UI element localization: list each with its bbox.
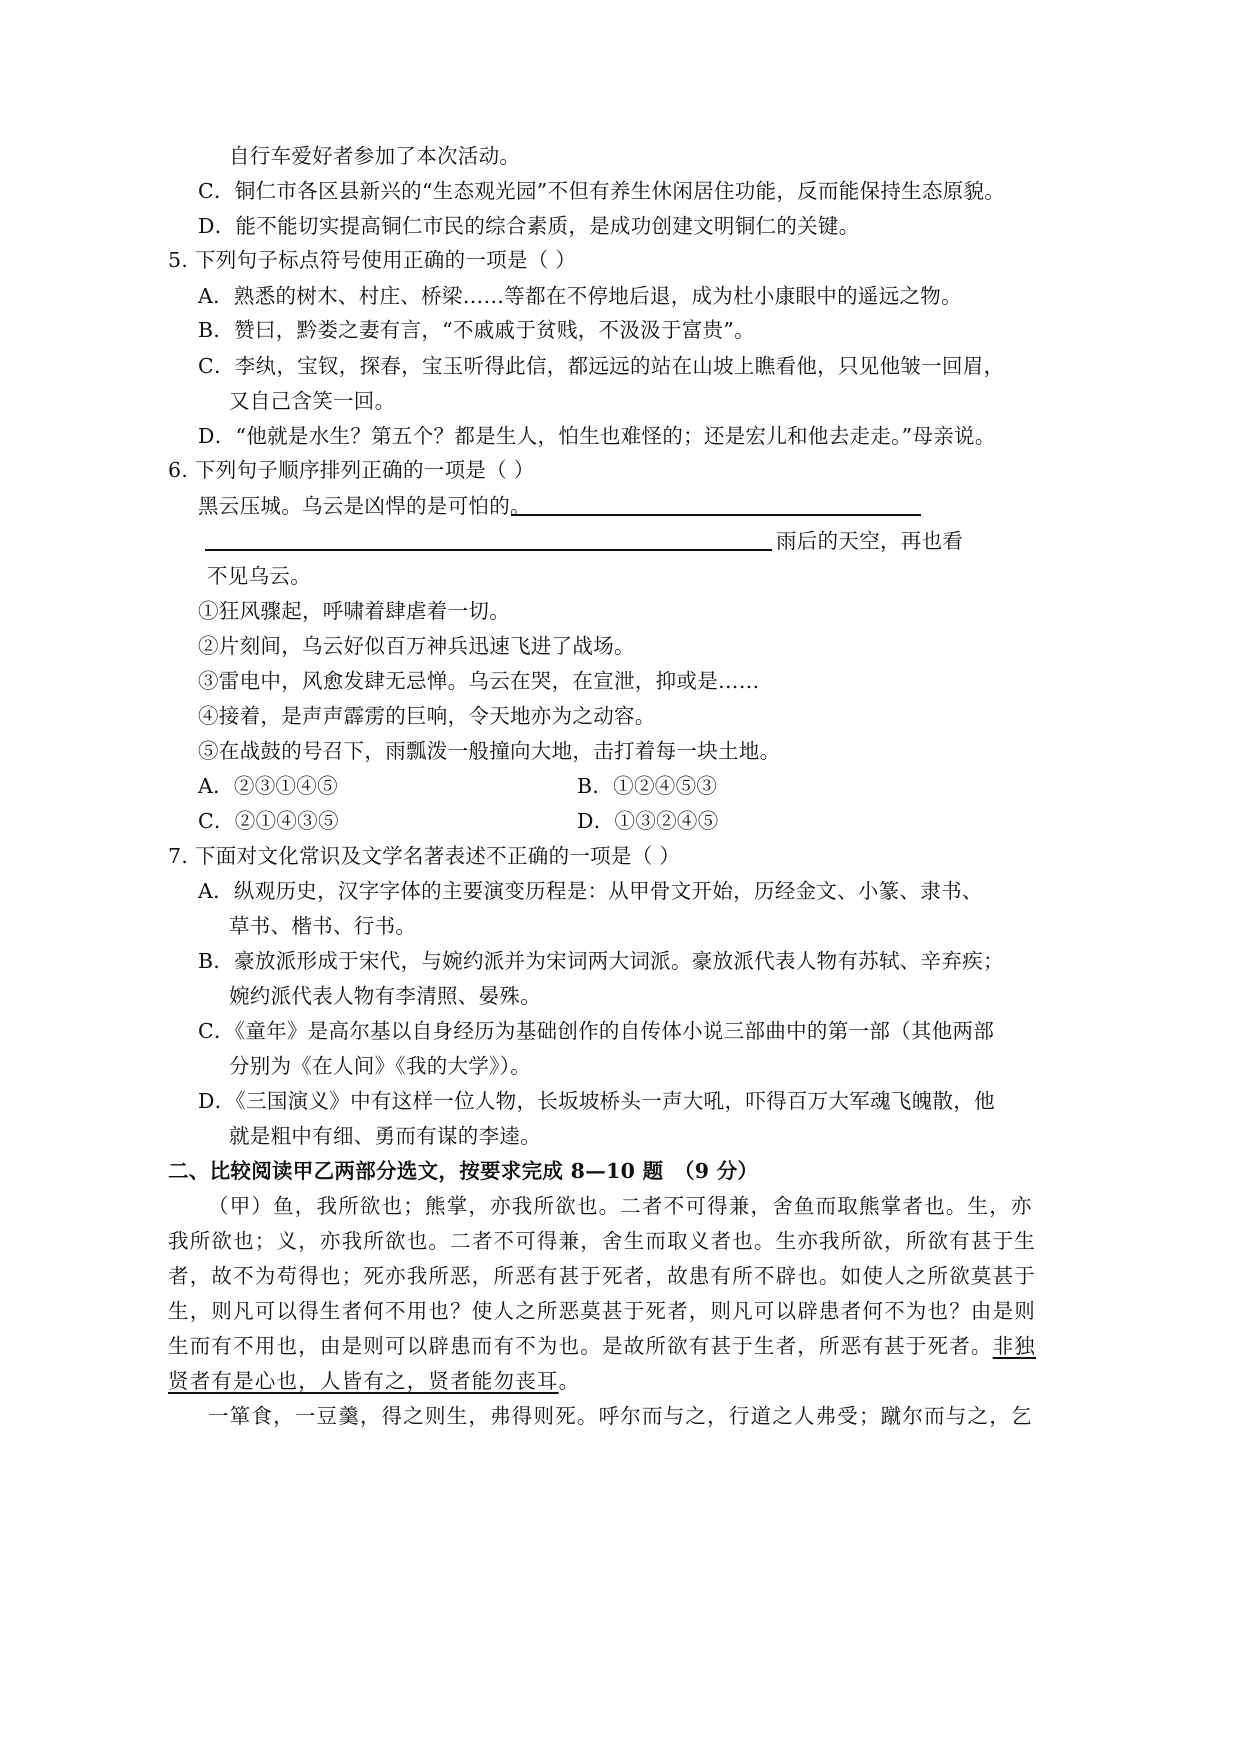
q6-tail-continuation: 不见乌云。 [207, 564, 311, 588]
q7-option-b: B．豪放派形成于宋代，与婉约派并为宋词两大词派。豪放派代表人物有苏轼、辛弃疾； [198, 949, 1004, 973]
q6-option-c: C．②①④③⑤ [198, 809, 339, 833]
passage-line-6 [168, 1366, 580, 1396]
q7-option-c-continuation: 分别为《在人间》《我的大学》）。 [229, 1054, 532, 1078]
q7-stem: 7. 下面对文化常识及文学名著表述不正确的一项是（ ） [168, 844, 681, 868]
q7-option-a-continuation: 草书、楷书、行书。 [229, 914, 417, 938]
q6-sentence-1: ①狂风骤起，呼啸着肆虐着一切。 [198, 599, 510, 623]
q5-option-b: B．赞曰，黔娄之妻有言，“不戚戚于贫贱，不汲汲于富贵”。 [198, 318, 755, 342]
q5-option-c-continuation: 又自己含笑一回。 [229, 389, 396, 413]
q6-sentence-3: ③雷电中，风愈发肆无忌惮。乌云在哭，在宣泄，抑或是…… [198, 669, 760, 693]
q6-option-d: D．①③②④⑤ [577, 809, 719, 833]
q7-option-d: D．《三国演义》中有这样一位人物，长坂坡桥头一声大吼，吓得百万大军魂飞魄散，他 [198, 1089, 995, 1113]
passage-line-7: 一箪食，一豆羹，得之则生，弗得则死。呼尔而与之，行道之人弗受；蹴尔而与之，乞 [208, 1404, 1033, 1428]
q5-option-c: C．李纨，宝钗，探春，宝玉听得此信，都远远的站在山坡上瞧看他，只见他皱一回眉， [198, 354, 1005, 378]
q6-answer-blank-1 [511, 514, 921, 516]
underlined-sentence-start: 非独 [992, 1334, 1037, 1358]
q6-sentence-2: ②片刻间，乌云好似百万神兵迅速飞进了战场。 [198, 634, 635, 658]
passage-line-5 [168, 1331, 1036, 1361]
q4-option-d: D．能不能切实提高铜仁市民的综合素质，是成功创建文明铜仁的关键。 [198, 214, 860, 238]
passage-line-5-text: 生而有不用也，由是则可以辟患而有不为也。是故所欲有甚于生者，所恶有甚于死者。 [168, 1334, 993, 1358]
q7-option-b-continuation: 婉约派代表人物有李清照、晏殊。 [229, 984, 541, 1008]
q6-stem: 6. 下列句子顺序排列正确的一项是（ ） [168, 458, 535, 482]
q6-lead-sentence: 黑云压城。乌云是凶悍的是可怕的。 [198, 494, 531, 518]
q6-sentence-5: ⑤在战鼓的号召下，雨瓢泼一般撞向大地，击打着每一块土地。 [198, 739, 781, 763]
passage-line-1: （甲）鱼，我所欲也；熊掌，亦我所欲也。二者不可得兼，舍鱼而取熊掌者也。生，亦 [208, 1194, 1033, 1218]
q4-option-c: C．铜仁市各区县新兴的“生态观光园”不但有养生休闲居住功能，反而能保持生态原貌。 [198, 179, 1006, 203]
q6-answer-blank-2 [205, 549, 772, 551]
q6-sentence-4: ④接着，是声声霹雳的巨响，令天地亦为之动容。 [198, 704, 656, 728]
q4-option-b-continuation: 自行车爱好者参加了本次活动。 [229, 144, 521, 168]
q5-option-a: A．熟悉的树木、村庄、桥梁……等都在不停地后退，成为杜小康眼中的遥远之物。 [198, 284, 962, 308]
q6-option-a: A．②③①④⑤ [198, 774, 338, 798]
q5-stem: 5. 下列句子标点符号使用正确的一项是（ ） [168, 248, 577, 272]
q7-option-d-continuation: 就是粗中有细、勇而有谋的李逵。 [229, 1124, 541, 1148]
q5-option-d: D．“他就是水生？第五个？都是生人，怕生也难怪的；还是宏儿和他去走走。”母亲说。 [198, 424, 996, 448]
q7-option-c: C．《童年》是高尔基以自身经历为基础创作的自传体小说三部曲中的第一部（其他两部 [198, 1019, 995, 1043]
q6-option-b: B．①②④⑤③ [577, 774, 718, 798]
passage-line-3: 者，故不为苟得也；死亦我所恶，所恶有甚于死者，故患有所不辟也。如使人之所欲莫甚于 [168, 1264, 1036, 1288]
section-2-heading: 二、比较阅读甲乙两部分选文，按要求完成 8—10 题 （9 分） [168, 1159, 759, 1183]
passage-line-6-period: 。 [558, 1369, 581, 1393]
q7-option-a: A．纵观历史，汉字字体的主要演变历程是：从甲骨文开始，历经金文、小篆、隶书、 [198, 879, 983, 903]
underlined-sentence-end: 贤者有是心也，人皆有之，贤者能勿丧耳 [168, 1369, 559, 1393]
passage-line-4: 生，则凡可以得生者何不用也？使人之所恶莫甚于死者，则凡可以辟患者何不为也？由是则 [168, 1299, 1036, 1323]
q6-tail-sentence: 雨后的天空，再也看 [776, 529, 964, 553]
passage-line-2: 我所欲也；义，亦我所欲也。二者不可得兼，舍生而取义者也。生亦我所欲，所欲有甚于生 [168, 1229, 1036, 1253]
